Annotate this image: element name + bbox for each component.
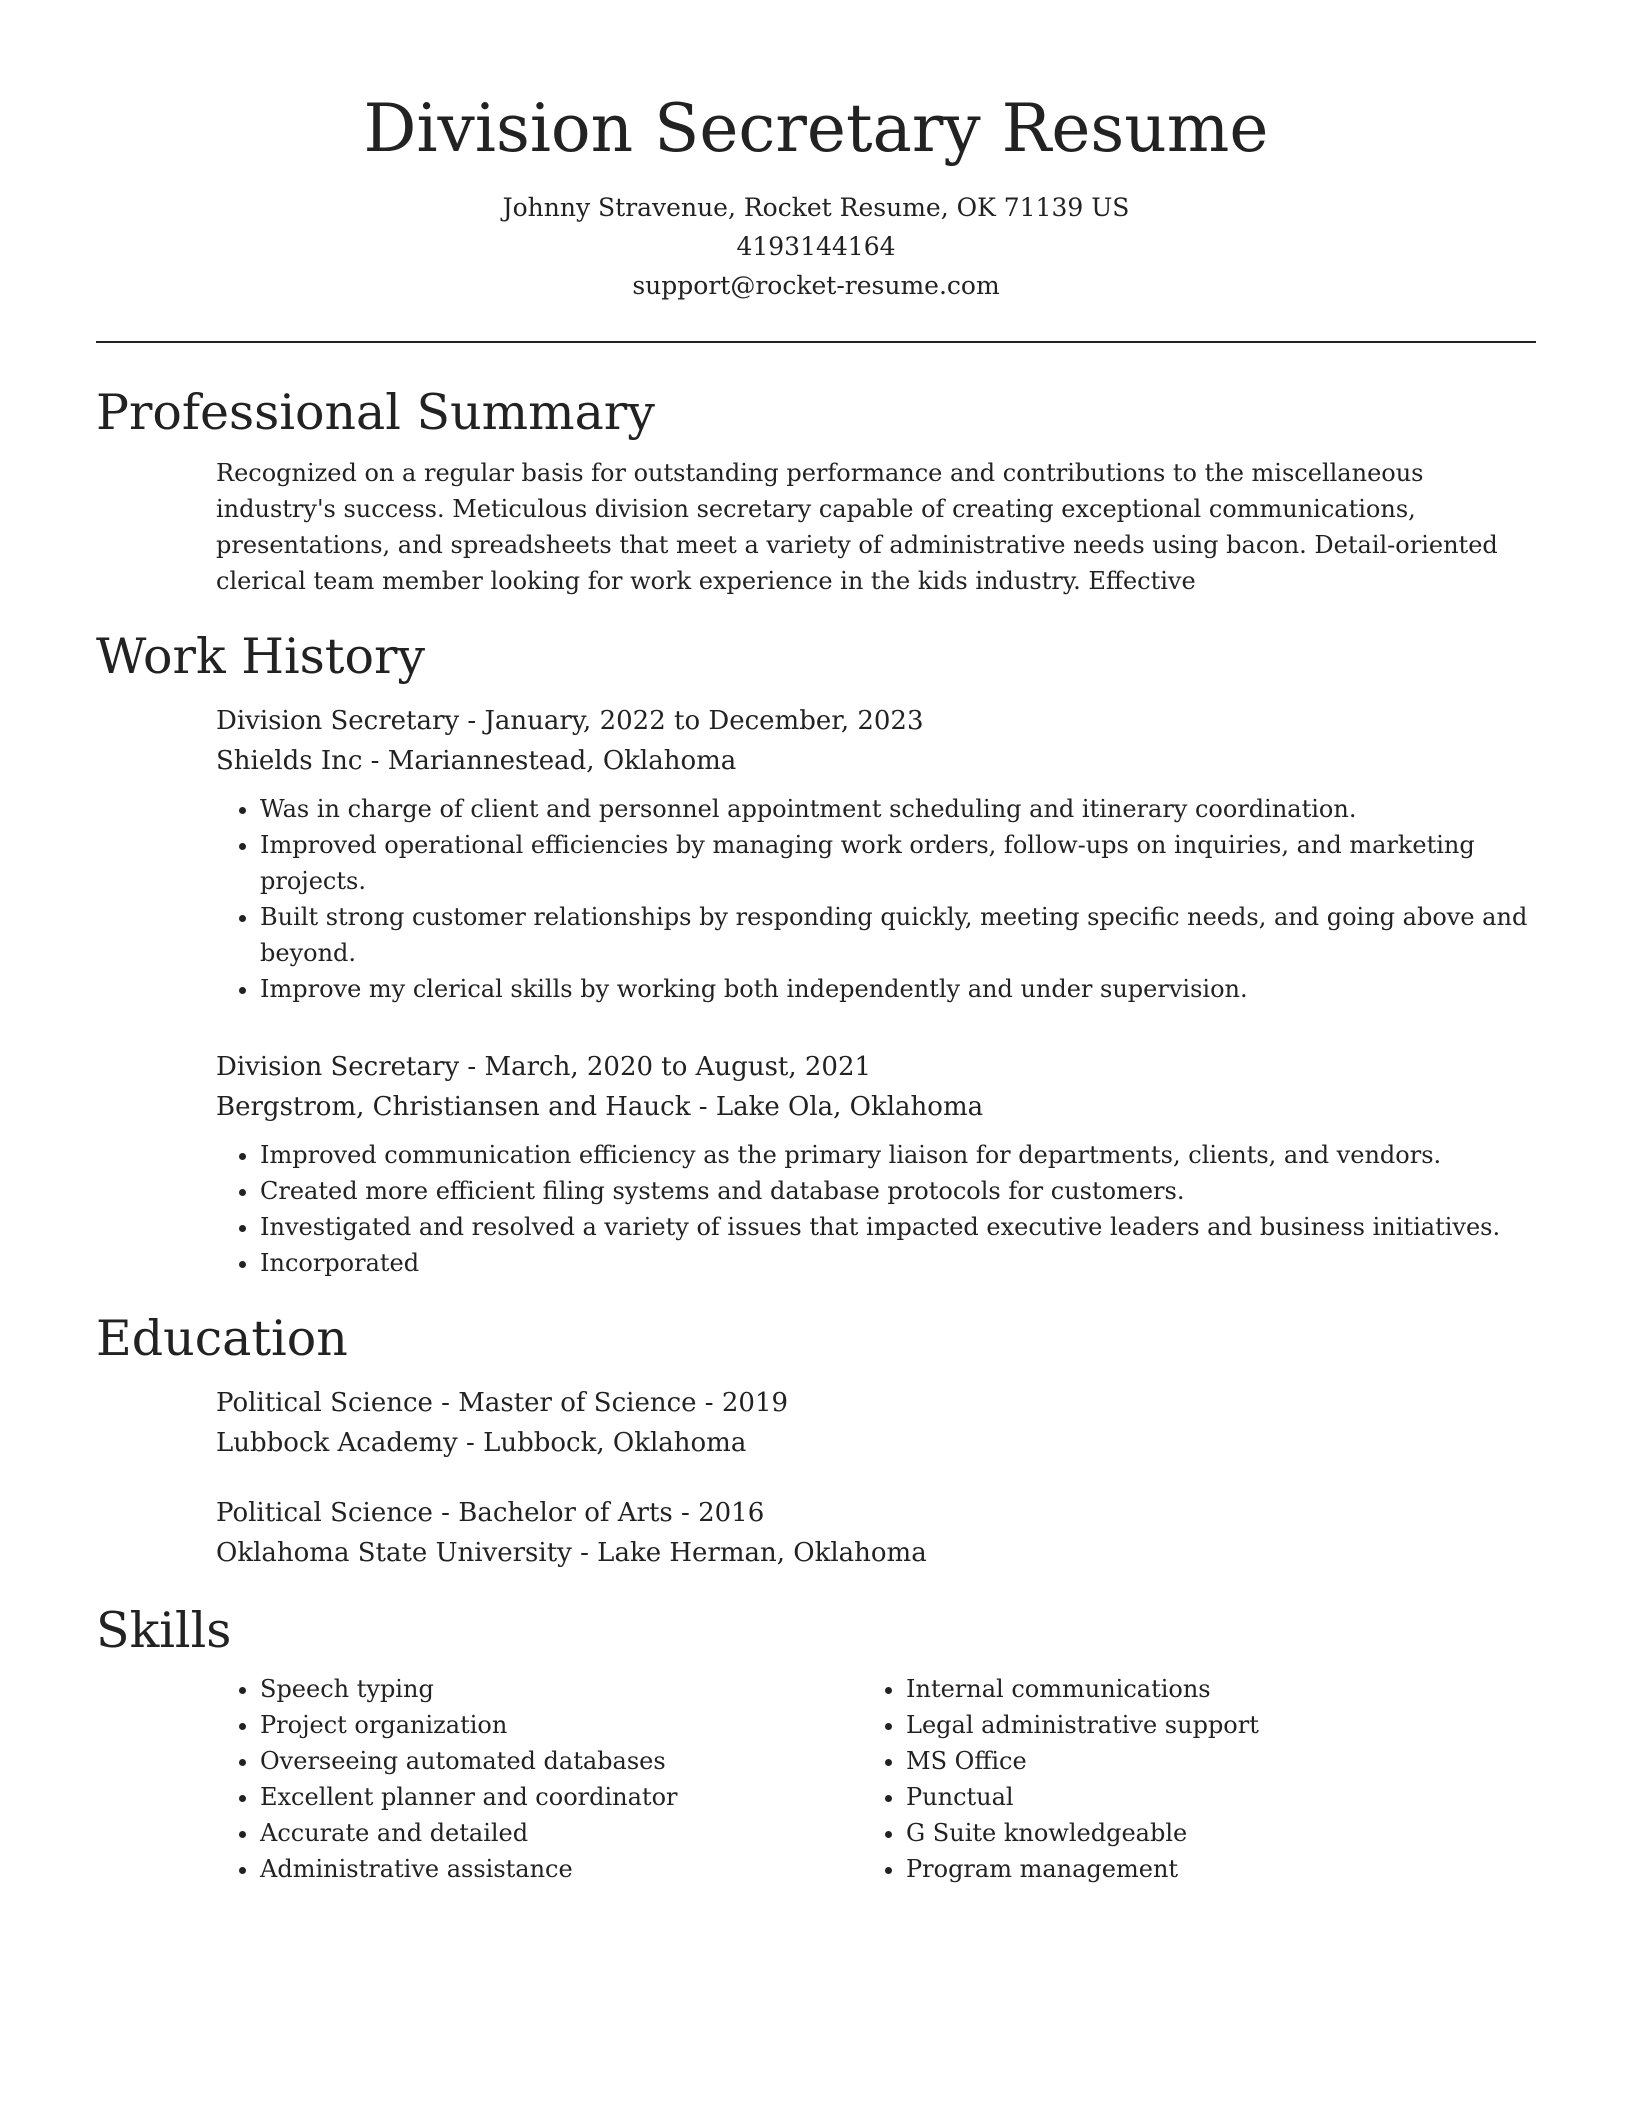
- school-line: Lubbock Academy - Lubbock, Oklahoma: [216, 1428, 747, 1458]
- job-title: Division Secretary: [216, 1052, 460, 1082]
- job-bullets: [216, 1137, 1536, 1281]
- edu-location: Lake Herman, Oklahoma: [597, 1538, 927, 1568]
- skills-section: [96, 1601, 1536, 1887]
- resume-title: Division Secretary Resume: [363, 90, 1269, 167]
- skill-item: • Speech typing: [260, 1671, 862, 1707]
- skill-item: • Project organization: [260, 1707, 862, 1743]
- job-location: Lake Ola, Oklahoma: [715, 1092, 984, 1122]
- work-history-section: [96, 627, 1536, 1281]
- skills-heading: Skills: [96, 1602, 232, 1659]
- job-company: Shields Inc: [216, 746, 363, 776]
- skill-item: • Administrative assistance: [260, 1851, 862, 1887]
- job-bullet: • Built strong customer relationships by responding quickly, meeting specific needs, and going above and beyond.: [260, 899, 1536, 971]
- job-company-line: Shields Inc - Mariannestead, Oklahoma: [216, 746, 737, 776]
- skill-item: • G Suite knowledgeable: [906, 1815, 1508, 1851]
- skill-item: • Program management: [906, 1851, 1508, 1887]
- job-bullet: • Created more efficient filing systems and database protocols for customers.: [260, 1173, 1536, 1209]
- degree-line: Political Science - Master of Science - 2019: [216, 1388, 789, 1418]
- job-bullet: • Improved operational efficiencies by managing work orders, follow-ups on inquiries, and marketing projects.: [260, 827, 1536, 899]
- summary-section: [96, 383, 1536, 599]
- job-bullets: [216, 791, 1536, 1007]
- skill-item: • Excellent planner and coordinator: [260, 1779, 862, 1815]
- job-bullet: • Incorporated: [260, 1245, 1536, 1281]
- skill-item: • Internal communications: [906, 1671, 1508, 1707]
- job-dates: January, 2022 to December, 2023: [484, 706, 924, 736]
- skill-item: • Overseeing automated databases: [260, 1743, 862, 1779]
- contact-phone: 4193144164: [736, 232, 896, 261]
- resume-header: [96, 0, 1536, 305]
- edu-location: Lubbock, Oklahoma: [483, 1428, 747, 1458]
- summary-heading: Professional Summary: [96, 384, 655, 441]
- edu-year: 2019: [721, 1388, 789, 1418]
- job-company-line: Bergstrom, Christiansen and Hauck - Lake Ola, Oklahoma: [216, 1092, 984, 1122]
- job-title: Division Secretary: [216, 706, 460, 736]
- education-entry: [216, 1493, 1536, 1573]
- skills-columns: [216, 1671, 1536, 1887]
- job-bullet: • Was in charge of client and personnel appointment scheduling and itinerary coordination.: [260, 791, 1536, 827]
- skills-list-right: [862, 1671, 1508, 1887]
- skill-item: • Legal administrative support: [906, 1707, 1508, 1743]
- edu-school: Lubbock Academy: [216, 1428, 458, 1458]
- work-history-heading: Work History: [96, 628, 426, 685]
- contact-block: [96, 188, 1536, 305]
- contact-email: support@rocket-resume.com: [632, 271, 1000, 300]
- job-entry: [216, 701, 1536, 1007]
- job-bullet: • Improved communication efficiency as the primary liaison for departments, clients, and vendors.: [260, 1137, 1536, 1173]
- education-section: [96, 1309, 1536, 1573]
- skills-list-left: [216, 1671, 862, 1887]
- job-location: Mariannestead, Oklahoma: [387, 746, 737, 776]
- job-dates: March, 2020 to August, 2021: [484, 1052, 872, 1082]
- job-bullet: • Investigated and resolved a variety of issues that impacted executive leaders and business initiatives.: [260, 1209, 1536, 1245]
- skill-item: • MS Office: [906, 1743, 1508, 1779]
- job-title-line: Division Secretary - January, 2022 to December, 2023: [216, 706, 924, 736]
- skill-item: • Punctual: [906, 1779, 1508, 1815]
- education-heading: Education: [96, 1310, 348, 1367]
- school-line: Oklahoma State University - Lake Herman, Oklahoma: [216, 1538, 927, 1568]
- edu-field: Political Science: [216, 1498, 433, 1528]
- edu-field: Political Science: [216, 1388, 433, 1418]
- edu-degree: Bachelor of Arts: [458, 1498, 673, 1528]
- job-title-line: Division Secretary - March, 2020 to August, 2021: [216, 1052, 872, 1082]
- summary-text: Recognized on a regular basis for outstanding performance and contributions to the miscellaneous industry's success. Meticulous division secretary capable of creating exceptional communications, presentations, and spreadsheets that meet a variety of administrative needs using bacon. Detail-oriented clerical team member looking for work experience in the kids industry. Effective: [216, 459, 1498, 595]
- education-entry: [216, 1383, 1536, 1463]
- job-entry: [216, 1047, 1536, 1281]
- job-company: Bergstrom, Christiansen and Hauck: [216, 1092, 691, 1122]
- edu-degree: Master of Science: [458, 1388, 697, 1418]
- skill-item: • Accurate and detailed: [260, 1815, 862, 1851]
- degree-line: Political Science - Bachelor of Arts - 2016: [216, 1498, 765, 1528]
- header-divider: [96, 341, 1536, 343]
- edu-year: 2016: [698, 1498, 765, 1528]
- job-bullet: • Improve my clerical skills by working both independently and under supervision.: [260, 971, 1536, 1007]
- edu-school: Oklahoma State University: [216, 1538, 572, 1568]
- contact-address: Johnny Stravenue, Rocket Resume, OK 71139 US: [502, 193, 1130, 222]
